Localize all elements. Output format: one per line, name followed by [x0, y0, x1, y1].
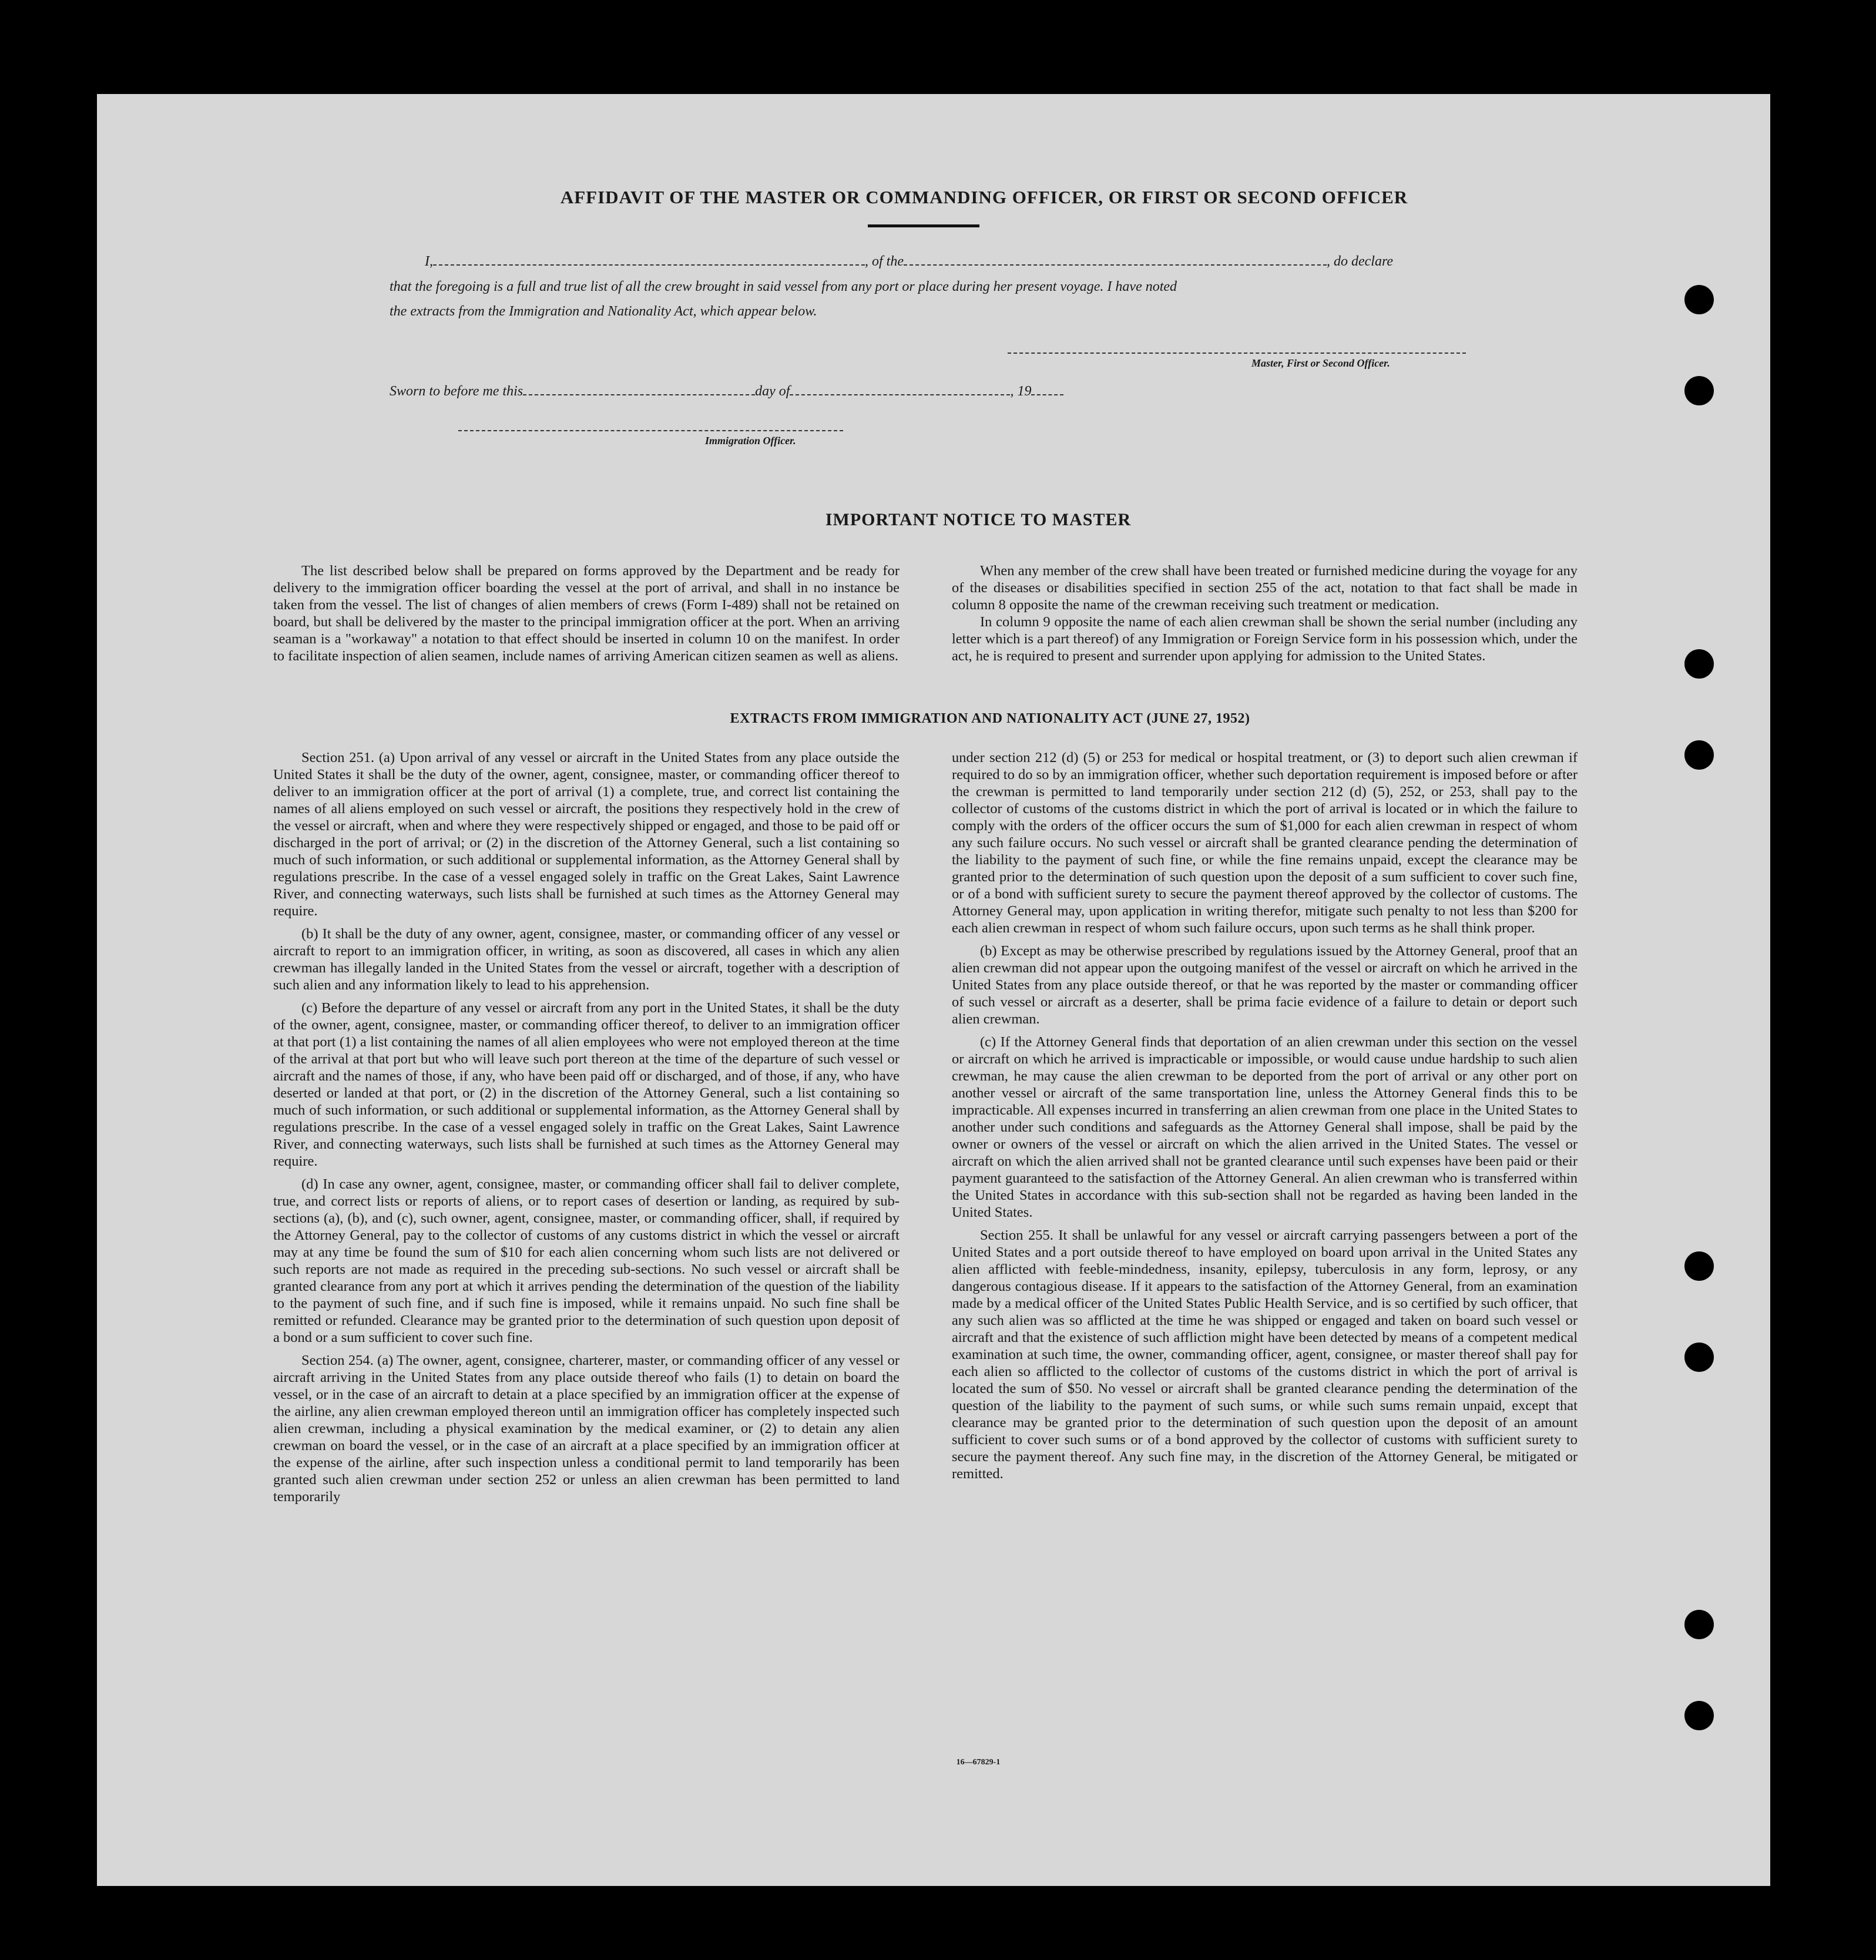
- binder-hole: [1684, 1343, 1714, 1372]
- notice-left-column: [273, 562, 900, 670]
- section-251-b: (b) It shall be the duty of any owner, agent, consignee, master, or commanding officer of any vessel or aircraft to report to an immigration officer, in writing, as soon as discovered, all cases in which any alien crewman has illegally landed in the United States from the vessel or aircraft, together with a description of such alien and any information likely to lead to his apprehension.: [273, 926, 900, 993]
- notice-right-paragraph: When any member of the crew shall have been treated or furnished medicine during the voyage for any of the diseases or disabilities specified in section 255 of the act, notation to that fact shall be made in column 8 opposite the name of the crewman receiving such treatment or medication.: [952, 563, 1578, 613]
- officer-signature-line[interactable]: [458, 430, 843, 431]
- extracts-title: EXTRACTS FROM IMMIGRATION AND NATIONALITY ACT (JUNE 27, 1952): [730, 711, 1250, 726]
- section-254-a-continued: under section 212 (d) (5) or 253 for medical or hospital treatment, or (3) to deport such alien crewman if required to do so by an immigration officer, whether such deportation requirement is imposed before or after the crewman is permitted to land temporarily under section 212 (d) (5), 252, or 253, shall pay to the collector of customs of the customs district in which the port of arrival is located or in which the failure to comply with the orders of the officer occurs the sum of $1,000 for each alien crewman in respect of whom any such failure occurs. No such vessel or aircraft shall be granted clearance pending the determination of the liability to the payment of such fine, or while the fine remains unpaid, except the clearance may be granted prior to the determination of such question upon the deposit of a sum sufficient to cover such fine, or of a bond with sufficient surety to secure the payment thereof approved by the collector of customs. The Attorney General may, upon application in writing therefor, mitigate such penalty to not less than $200 for each alien crewman in respect of whom such failure occurs, upon such terms as he shall think proper.: [952, 750, 1578, 936]
- binder-hole: [1684, 1610, 1714, 1639]
- notice-title: IMPORTANT NOTICE TO MASTER: [825, 510, 1132, 529]
- binder-hole: [1684, 1701, 1714, 1730]
- section-251-c: (c) Before the departure of any vessel or aircraft from any port in the United States, it shall be the duty of the owner, agent, consignee, master, or commanding officer thereof, to deliver to an immigration officer at that port (1) a list containing the names of all alien employees who were not employed thereon at the time of the arrival at that port but who will leave such port thereon at the time of the departure of such vessel or aircraft and the names of those, if any, who have been paid off or discharged, and of those, if any, who have deserted or landed at that port, or (2) in the discretion of the Attorney General, such a list containing so much of such information, or such additional or supplemental information, as the Attorney General shall by regulations prescribe. In the case of a vessel engaged solely in traffic on the Great Lakes, Saint Lawrence River, and connecting waterways, such lists shall be furnished at such times as the Attorney General may require.: [273, 1000, 900, 1169]
- affidavit-line-1: I, , of the , do declare: [425, 254, 1394, 269]
- name-blank[interactable]: [433, 264, 865, 266]
- section-251-a: Section 251. (a) Upon arrival of any vessel or aircraft in the United States from any place outside the United States it shall be the duty of the owner, agent, consignee, master, or commanding officer thereof to deliver to an immigration officer at the port of arrival (1) a complete, true, and correct list containing the names of all aliens employed on such vessel or aircraft, the positions they respectively hold in the crew of the vessel or aircraft, when and where they were respectively shipped or engaged, and those to be paid off or discharged in the port of arrival; or (2) in the discretion of the Attorney General, such a list containing so much of such information, or such additional or supplemental information, as the Attorney General shall by regulations prescribe. In the case of a vessel engaged solely in traffic on the Great Lakes, Saint Lawrence River, and connecting waterways, such lists shall be furnished at such times as the Attorney General may require.: [273, 750, 900, 919]
- master-signature-line[interactable]: [1008, 353, 1466, 354]
- section-254-a: Section 254. (a) The owner, agent, consignee, charterer, master, or commanding officer of any vessel or aircraft arriving in the United States from any place outside thereof who fails (1) to detain on board the vessel, or in the case of an aircraft to detain at a place specified by an immigration officer at the expense of the airline, any alien crewman employed thereon until an immigration officer has completely inspected such alien crewman, including a physical examination by the medical examiner, or (2) to detain any alien crewman on board the vessel, or in the case of an aircraft at a place specified by an immigration officer at the expense of the airline, after such inspection unless a conditional permit to land temporarily has been granted such alien crewman under section 252 or unless an alien crewman has been permitted to land temporarily: [273, 1352, 900, 1505]
- master-label: Master, First or Second Officer.: [1251, 357, 1390, 369]
- binder-hole: [1684, 285, 1714, 314]
- sworn-month-blank[interactable]: [790, 394, 1010, 395]
- extracts-right-column: [952, 749, 1578, 1488]
- section-254-c: (c) If the Attorney General finds that deportation of an alien crewman under this section on the vessel or aircraft on which he arrived is impracticable or impossible, or would cause undue hardship to such alien crewman, he may cause the alien crewman to be deported from the port of arrival or any other port on another vessel or aircraft of the same transportation line, unless the Attorney General finds this to be impracticable. All expenses incurred in transferring an alien crewman from one place in the United States to another under such conditions and safeguards as the Attorney General shall impose, shall be paid by the owner or owners of the vessel or aircraft on which the alien arrived in the United States. The vessel or aircraft on which the alien arrived shall not be granted clearance until such expenses have been paid or their payment guaranteed to the satisfaction of the Attorney General. An alien crewman who is transferred within the United States in accordance with this sub-section shall not be regarded as having been landed in the United States.: [952, 1034, 1578, 1220]
- form-number: 16—67829-1: [956, 1758, 1001, 1767]
- notice-right-column: [952, 562, 1578, 670]
- binder-hole: [1684, 376, 1714, 405]
- title-rule: [868, 224, 979, 227]
- binder-hole: [1684, 740, 1714, 770]
- binder-hole: [1684, 1251, 1714, 1281]
- section-255: Section 255. It shall be unlawful for any vessel or aircraft carrying passengers between a port of the United States and a port outside thereof to have employed on board upon arrival in the United States any alien afflicted with feeble-mindedness, insanity, epilepsy, tuberculosis in any form, leprosy, or any dangerous contagious disease. If it appears to the satisfaction of the Attorney General, from an examination made by a medical officer of the United States Public Health Service, and is so certified by such officer, that any such alien was so afflicted at the time he was shipped or engaged and taken on board such vessel or aircraft and that the existence of such affliction might have been detected by means of a competent medical examination at such time, the owner, commanding officer, agent, consignee, or master thereof shall pay for each alien so afflicted to the collector of customs of the customs district in which the port of arrival is located the sum of $50. No vessel or aircraft shall be granted clearance pending the determination of the question of the liability to the payment of such sums, or while such sums remain unpaid, except that clearance may be granted prior to the determination of such question upon the deposit of an amount sufficient to cover such sums or of a bond approved by the collector of customs with sufficient surety to secure the payment thereof. Any such fine may, in the discretion of the Attorney General, be mitigated or remitted.: [952, 1227, 1578, 1482]
- section-251-d: (d) In case any owner, agent, consignee, master, or commanding officer shall fail to deliver complete, true, and correct lists or reports of aliens, or to report cases of desertion or landing, as required by sub-sections (a), (b), and (c), such owner, agent, consignee, master, or commanding officer, shall, if required by the Attorney General, pay to the collector of customs of any customs district in which the vessel or aircraft may at any time be found the sum of $10 for each alien concerning whom such lists are not delivered or such reports are not made as required in the preceding sub-sections. No such vessel or aircraft shall be granted clearance from any port at which it arrives pending the determination of the question of the liability to the payment of such fine, and if such fine is imposed, while it remains unpaid. No such fine shall be remitted or refunded. Clearance may be granted prior to the determination of such question upon deposit of a bond or a sum sufficient to cover such fine.: [273, 1176, 900, 1345]
- section-254-b: (b) Except as may be otherwise prescribed by regulations issued by the Attorney General, proof that an alien crewman did not appear upon the outgoing manifest of the vessel or aircraft on which he arrived in the United States from any place outside thereof, or that he was reported by the master or commanding officer of such vessel or aircraft as a deserter, shall be prima facie evidence of a failure to detain or deport such alien crewman.: [952, 943, 1578, 1027]
- vessel-blank[interactable]: [904, 264, 1327, 266]
- officer-label: Immigration Officer.: [705, 435, 796, 447]
- affidavit-title: AFFIDAVIT OF THE MASTER OR COMMANDING OFFICER, OR FIRST OR SECOND OFFICER: [560, 187, 1408, 207]
- affidavit-line-3: the extracts from the Immigration and Nationality Act, which appear below.: [390, 304, 817, 319]
- notice-left-paragraph: The list described below shall be prepared on forms approved by the Department and be ready for delivery to the immigration officer boarding the vessel at the port of arrival, and shall in no instance be taken from the vessel. The list of changes of alien members of crews (Form I-489) shall not be retained on board, but shall be delivered by the master to the principal immigration officer at the port. When an arriving seaman is a "workaway" a notation to that effect should be inserted in column 10 on the manifest. In order to facilitate inspection of alien seamen, include names of arriving American citizen seamen as well as aliens.: [273, 563, 900, 664]
- sworn-date-blank[interactable]: [523, 394, 755, 395]
- binder-hole: [1684, 649, 1714, 679]
- extracts-left-column: [273, 749, 900, 1511]
- notice-right-paragraph: In column 9 opposite the name of each alien crewman shall be shown the serial number (including any letter which is a part thereof) of any Immigration or Foreign Service form in his possession which, under the act, he is required to present and surrender upon applying for admission to the United States.: [952, 614, 1578, 664]
- affidavit-line-2: that the foregoing is a full and true list of all the crew brought in said vessel from any port or place during her present voyage. I have noted: [390, 279, 1177, 294]
- sworn-line: Sworn to before me this day of , 19: [390, 384, 1063, 400]
- sworn-year-blank[interactable]: [1031, 394, 1063, 395]
- document-page: [97, 94, 1770, 1886]
